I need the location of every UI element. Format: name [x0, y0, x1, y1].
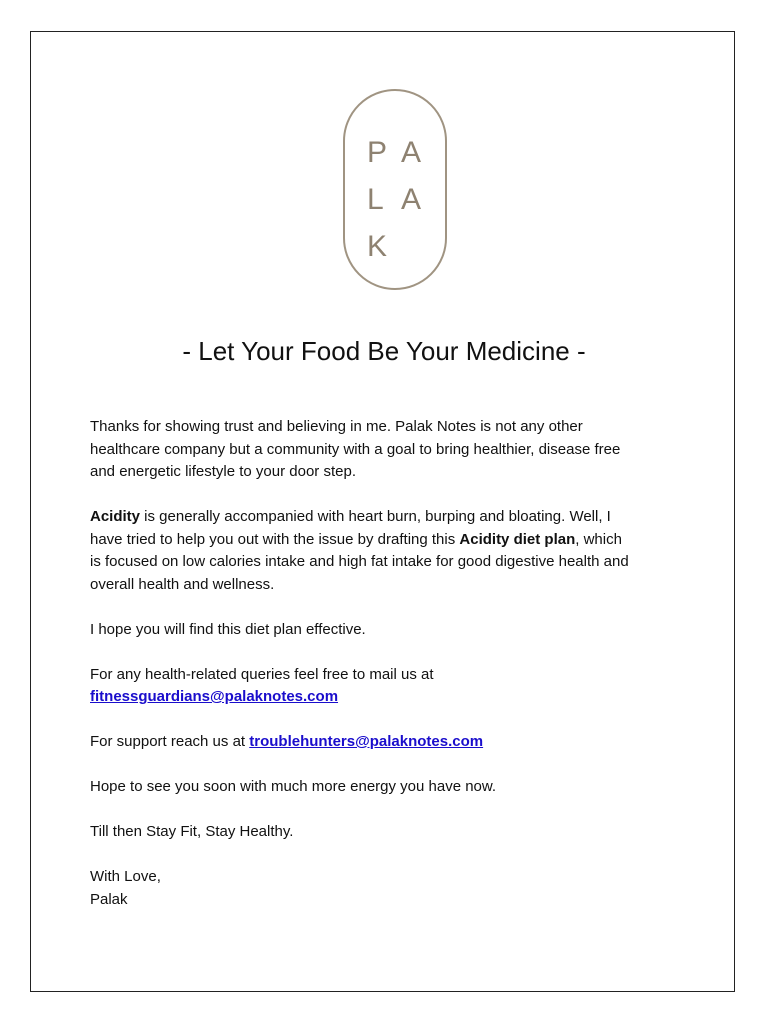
stay-healthy-paragraph: Till then Stay Fit, Stay Healthy. — [90, 823, 294, 840]
queries-text: For any health-related queries feel free to mail us at — [90, 665, 434, 683]
logo-letter-a2: A — [401, 183, 422, 216]
logo-letter-k: K — [367, 230, 388, 263]
acidity-term: Acidity — [90, 508, 141, 525]
intro-line: Thanks for showing trust and believing in me. Palak Notes is not any other — [90, 418, 583, 435]
support-text: For support reach us at — [90, 733, 250, 750]
diet-plan-name: Acidity diet plan — [459, 530, 576, 548]
intro-line: and energetic lifestyle to your door step. — [90, 463, 356, 480]
logo-letter-p1: P — [367, 136, 388, 169]
queries-paragraph — [90, 664, 690, 709]
support-email-link[interactable]: troublehunters@palaknotes.com — [249, 733, 484, 750]
energy-paragraph: Hope to see you soon with much more energy you have now. — [90, 778, 497, 795]
acidity-text: , which — [575, 530, 622, 548]
acidity-text: is focused on low calories intake and high fat intake for good digestive health and — [90, 553, 629, 570]
acidity-text: is generally accompanied with heart burn, burping and bloating. Well, I — [140, 508, 611, 525]
signoff — [90, 866, 690, 911]
palak-logo — [343, 89, 447, 290]
hope-paragraph: I hope you will find this diet plan effective. — [90, 620, 366, 638]
acidity-text: overall health and wellness. — [90, 575, 275, 593]
letter-body — [90, 416, 690, 934]
logo-letter-l: L — [367, 183, 384, 216]
logo-letter-a1: A — [401, 136, 422, 169]
queries-email-link[interactable]: fitnessguardians@palaknotes.com — [90, 688, 339, 705]
acidity-text: have tried to help you out with the issue by drafting this — [90, 530, 460, 548]
acidity-paragraph — [90, 506, 690, 596]
intro-paragraph — [90, 416, 690, 484]
support-paragraph — [90, 731, 690, 754]
intro-line: healthcare company but a community with a goal to bring healthier, disease free — [90, 440, 621, 458]
tagline: - Let Your Food Be Your Medicine - — [182, 336, 586, 366]
signoff-name: Palak — [90, 890, 128, 908]
signoff-greeting: With Love, — [90, 868, 161, 885]
